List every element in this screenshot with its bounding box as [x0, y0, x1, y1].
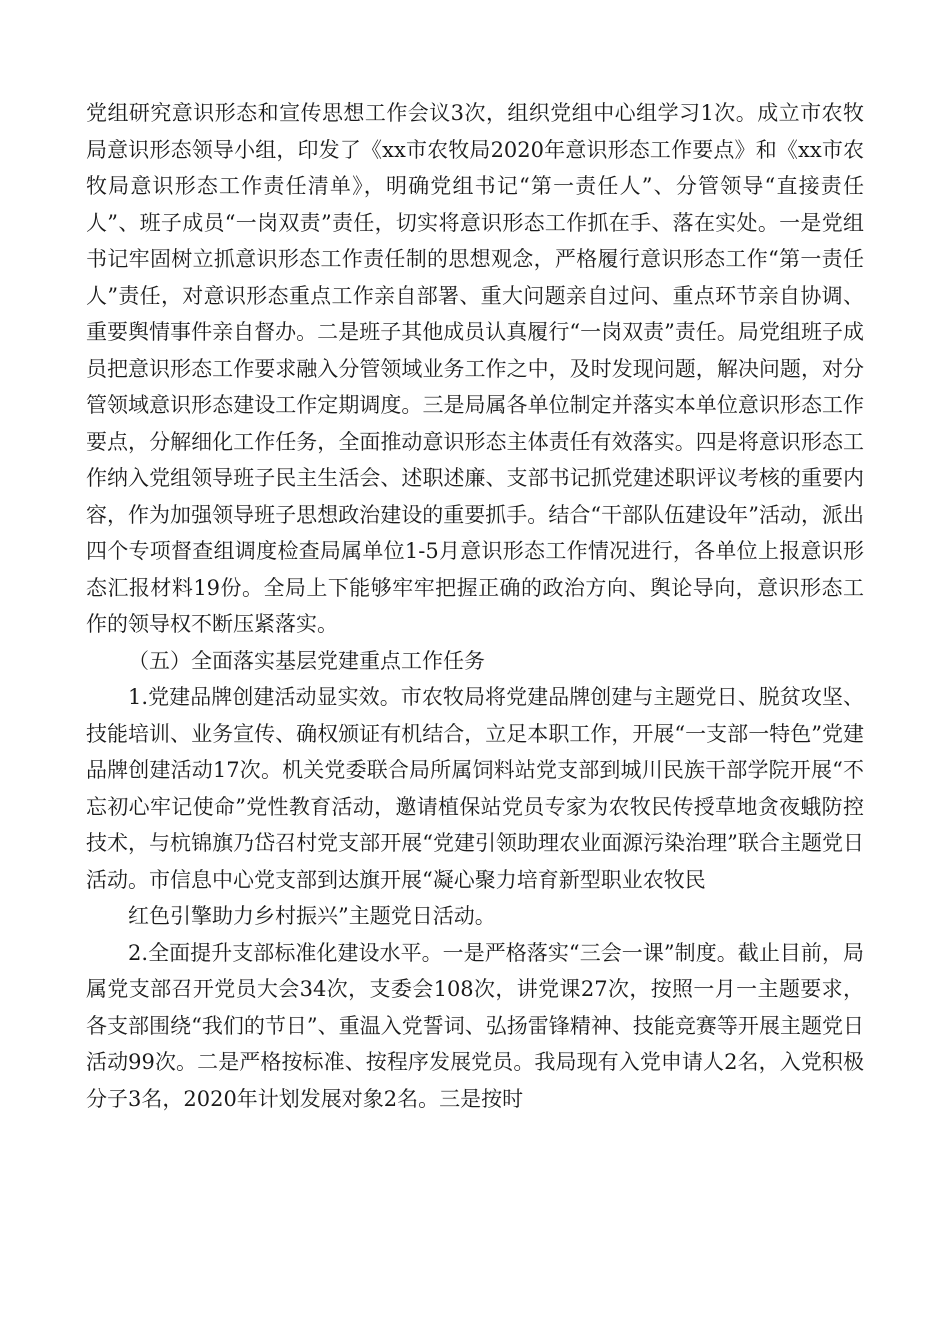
paragraph-party-brand: 1.党建品牌创建活动显实效。市农牧局将党建品牌创建与主题党日、脱贫攻坚、技能培训、业务宣传、确权颁证有机结合，立足本职工作，开展“一支部一特色”党建品牌创建活动17次。机关党委联合局所属饲料站党支部到城川民族干部学院开展“不忘初心牢记使命”党性教育活动，邀请植保站党员专家为农牧民传授草地贪夜蛾防控技术，与杭锦旗乃岱召村党支部开展“党建引领助理农业面源污染治理”联合主题党日活动。市信息中心党支部到达旗开展“凝心聚力培育新型职业农牧民: [86, 685, 864, 892]
document-body: [86, 95, 864, 1117]
paragraph-red-engine: 红色引擎助力乡村振兴”主题党日活动。: [128, 904, 496, 928]
paragraph-branch-standardization: 2.全面提升支部标准化建设水平。一是严格落实“三会一课”制度。截止目前，局属党支部召开党员大会34次，支委会108次，讲党课27次，按照一月一主题要求，各支部围绕“我们的节日”、重温入党誓词、弘扬雷锋精神、技能竞赛等开展主题党日活动99次。二是严格按标准、按程序发展党员。我局现有入党申请人2名，入党积极分子3名，2020年计划发展对象2名。三是按时: [86, 940, 864, 1111]
section-heading-five: （五）全面落实基层党建重点工作任务: [128, 648, 485, 673]
paragraph-ideology-work: 党组研究意识形态和宣传思想工作会议3次，组织党组中心组学习1次。成立市农牧局意识形态领导小组，印发了《xx市农牧局2020年意识形态工作要点》和《xx市农牧局意识形态工作责任清单》，明确党组书记“第一责任人”、分管领导“直接责任人”、班子成员“一岗双责”责任，切实将意识形态工作抓在手、落在实处。一是党组书记牢固树立抓意识形态工作责任制的思想观念，严格履行意识形态工作“第一责任人”责任，对意识形态重点工作亲自部署、重大问题亲自过问、重点环节亲自协调、重要舆情事件亲自督办。二是班子其他成员认真履行“一岗双责”责任。局党组班子成员把意识形态工作要求融入分管领域业务工作之中，及时发现问题，解决问题，对分管领域意识形态建设工作定期调度。三是局属各单位制定并落实本单位意识形态工作要点，分解细化工作任务，全面推动意识形态主体责任有效落实。四是将意识形态工作纳入党组领导班子民主生活会、述职述廉、支部书记抓党建述职评议考核的重要内容，作为加强领导班子思想政治建设的重要抓手。结合“干部队伍建设年”活动，派出四个专项督查组调度检查局属单位1-5月意识形态工作情况进行，各单位上报意识形态汇报材料19份。全局上下能够牢牢把握正确的政治方向、舆论导向，意识形态工作的领导权不断压紧落实。: [86, 101, 864, 636]
